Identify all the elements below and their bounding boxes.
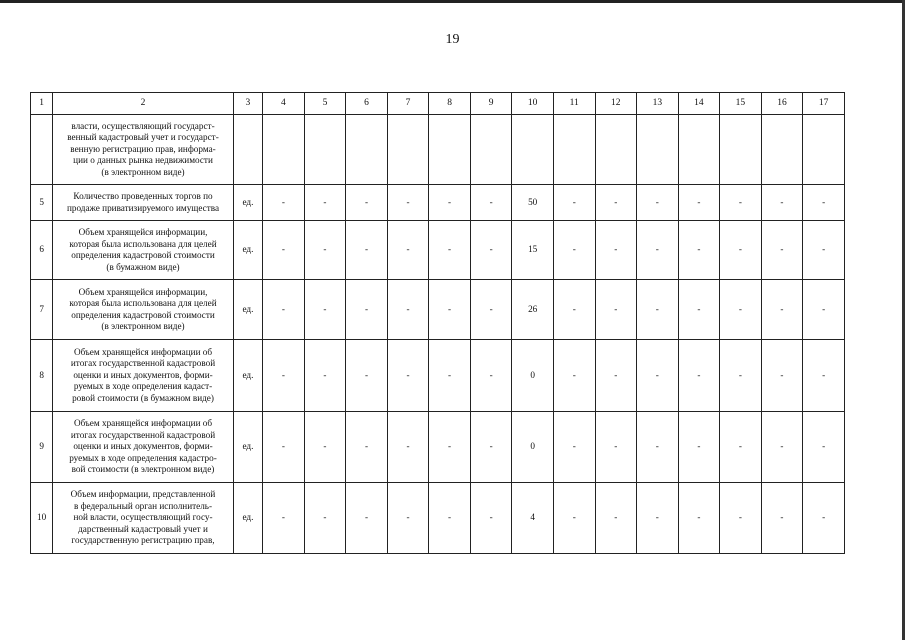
value-cell-col-10: 15 bbox=[512, 221, 554, 280]
value-cell-col-10 bbox=[512, 115, 554, 185]
value-cell-col-16: - bbox=[761, 340, 803, 412]
value-cell-col-16: - bbox=[761, 412, 803, 483]
description-line: определения кадастровой стоимости bbox=[71, 309, 215, 320]
value-cell-col-16: - bbox=[761, 185, 803, 221]
value-cell-col-12: - bbox=[595, 412, 637, 483]
header-cell-5: 5 bbox=[304, 93, 346, 115]
value-cell-col-8: - bbox=[429, 412, 471, 483]
unit-cell: ед. bbox=[233, 185, 262, 221]
value-cell-col-14: - bbox=[678, 221, 720, 280]
value-cell-col-5: - bbox=[304, 340, 346, 412]
value-cell-col-7: - bbox=[387, 483, 429, 554]
value-cell-col-11: - bbox=[553, 412, 595, 483]
value-cell-col-6: - bbox=[346, 280, 388, 340]
value-cell-col-8: - bbox=[429, 185, 471, 221]
description-line: Количество проведенных торгов по bbox=[73, 191, 213, 201]
value-cell-col-16: - bbox=[761, 280, 803, 340]
value-cell-col-6: - bbox=[346, 412, 388, 483]
header-cell-3: 3 bbox=[233, 93, 262, 115]
value-cell-col-7: - bbox=[387, 280, 429, 340]
table-row bbox=[31, 115, 845, 185]
indicator-description bbox=[53, 483, 233, 554]
indicator-description bbox=[53, 412, 233, 483]
row-number: 6 bbox=[31, 221, 53, 280]
row-number: 7 bbox=[31, 280, 53, 340]
description-line: оценки и иных документов, форми- bbox=[73, 369, 213, 380]
value-cell-col-12 bbox=[595, 115, 637, 185]
indicator-description bbox=[53, 185, 233, 221]
value-cell-col-11: - bbox=[553, 280, 595, 340]
description-line: определения кадастровой стоимости bbox=[71, 250, 215, 260]
value-cell-col-17: - bbox=[803, 340, 845, 412]
value-cell-col-10: 0 bbox=[512, 412, 554, 483]
value-cell-col-10: 4 bbox=[512, 483, 554, 554]
value-cell-col-15: - bbox=[720, 483, 762, 554]
value-cell-col-14: - bbox=[678, 185, 720, 221]
value-cell-col-16: - bbox=[761, 221, 803, 280]
value-cell-col-14: - bbox=[678, 412, 720, 483]
value-cell-col-10: 50 bbox=[512, 185, 554, 221]
value-cell-col-17: - bbox=[803, 185, 845, 221]
description-line: Объем хранящейся информации об bbox=[73, 418, 213, 429]
value-cell-col-9: - bbox=[470, 483, 512, 554]
unit-cell: ед. bbox=[233, 221, 262, 280]
value-cell-col-13: - bbox=[637, 412, 679, 483]
description-line: итогах государственной кадастровой bbox=[70, 429, 216, 440]
scan-edge-top bbox=[0, 0, 905, 3]
value-cell-col-12: - bbox=[595, 185, 637, 221]
value-cell-col-12: - bbox=[595, 221, 637, 280]
value-cell-col-6: - bbox=[346, 483, 388, 554]
value-cell-col-17 bbox=[803, 115, 845, 185]
value-cell-col-9: - bbox=[470, 185, 512, 221]
value-cell-col-7: - bbox=[387, 412, 429, 483]
value-cell-col-15: - bbox=[720, 412, 762, 483]
description-line: ции о данных рынка недвижимости bbox=[73, 155, 213, 166]
value-cell-col-10: 26 bbox=[512, 280, 554, 340]
table-row bbox=[31, 221, 845, 280]
value-cell-col-11: - bbox=[553, 340, 595, 412]
value-cell-col-4: - bbox=[263, 483, 305, 554]
value-cell-col-11: - bbox=[553, 185, 595, 221]
value-cell-col-4: - bbox=[263, 280, 305, 340]
value-cell-col-13 bbox=[637, 115, 679, 185]
value-cell-col-5: - bbox=[304, 483, 346, 554]
value-cell-col-15: - bbox=[720, 185, 762, 221]
description-line: руемых в ходе определения кадаст- bbox=[73, 381, 213, 392]
value-cell-col-4: - bbox=[263, 412, 305, 483]
row-number: 9 bbox=[31, 412, 53, 483]
header-cell-12: 12 bbox=[595, 93, 637, 115]
description-line: продаже приватизируемого имущества bbox=[66, 202, 220, 213]
description-line: в федеральный орган исполнитель- bbox=[73, 500, 213, 511]
description-line: итогах государственной кадастровой bbox=[70, 358, 216, 369]
row-number: 5 bbox=[31, 185, 53, 221]
value-cell-col-11 bbox=[553, 115, 595, 185]
unit-cell: ед. bbox=[233, 280, 262, 340]
value-cell-col-15: - bbox=[720, 340, 762, 412]
table-body bbox=[31, 93, 845, 554]
value-cell-col-5: - bbox=[304, 412, 346, 483]
value-cell-col-13: - bbox=[637, 185, 679, 221]
value-cell-col-14: - bbox=[678, 280, 720, 340]
value-cell-col-16: - bbox=[761, 483, 803, 554]
description-line: которая была использована для целей bbox=[69, 238, 217, 249]
value-cell-col-8: - bbox=[429, 340, 471, 412]
indicator-description bbox=[53, 115, 233, 185]
value-cell-col-7: - bbox=[387, 185, 429, 221]
indicator-table bbox=[30, 92, 845, 554]
page-number: 19 bbox=[445, 32, 460, 47]
header-cell-7: 7 bbox=[387, 93, 429, 115]
header-cell-14: 14 bbox=[678, 93, 720, 115]
value-cell-col-8: - bbox=[429, 483, 471, 554]
header-cell-15: 15 bbox=[720, 93, 762, 115]
description-line: (в электронном виде) bbox=[101, 166, 185, 177]
row-number: 10 bbox=[31, 483, 53, 554]
value-cell-col-7: - bbox=[387, 340, 429, 412]
value-cell-col-14: - bbox=[678, 483, 720, 554]
description-line: руемых в ходе определения кадастро- bbox=[69, 452, 217, 463]
table-row bbox=[31, 483, 845, 554]
value-cell-col-6: - bbox=[346, 340, 388, 412]
value-cell-col-8: - bbox=[429, 280, 471, 340]
value-cell-col-13: - bbox=[637, 221, 679, 280]
header-cell-17: 17 bbox=[803, 93, 845, 115]
description-line: венную регистрацию прав, информа- bbox=[70, 143, 216, 154]
value-cell-col-6: - bbox=[346, 185, 388, 221]
unit-cell: ед. bbox=[233, 340, 262, 412]
value-cell-col-13: - bbox=[637, 340, 679, 412]
unit-cell: ед. bbox=[233, 412, 262, 483]
description-line: Объем хранящейся информации, bbox=[78, 286, 208, 297]
value-cell-col-4: - bbox=[263, 221, 305, 280]
indicator-description bbox=[53, 340, 233, 412]
value-cell-col-15: - bbox=[720, 280, 762, 340]
value-cell-col-5: - bbox=[304, 185, 346, 221]
header-cell-9: 9 bbox=[470, 93, 512, 115]
value-cell-col-8 bbox=[429, 115, 471, 185]
header-cell-10: 10 bbox=[512, 93, 554, 115]
description-line: оценки и иных документов, форми- bbox=[73, 441, 213, 452]
value-cell-col-17: - bbox=[803, 221, 845, 280]
description-line: Объем хранящейся информации, bbox=[78, 227, 208, 237]
value-cell-col-15 bbox=[720, 115, 762, 185]
header-cell-6: 6 bbox=[346, 93, 388, 115]
indicator-description bbox=[53, 280, 233, 340]
value-cell-col-7: - bbox=[387, 221, 429, 280]
value-cell-col-15: - bbox=[720, 221, 762, 280]
value-cell-col-9 bbox=[470, 115, 512, 185]
description-line: вой стоимости (в электронном виде) bbox=[71, 464, 215, 475]
value-cell-col-6: - bbox=[346, 221, 388, 280]
value-cell-col-4 bbox=[263, 115, 305, 185]
table-row bbox=[31, 340, 845, 412]
value-cell-col-9: - bbox=[470, 280, 512, 340]
value-cell-col-12: - bbox=[595, 483, 637, 554]
value-cell-col-17: - bbox=[803, 280, 845, 340]
value-cell-col-11: - bbox=[553, 483, 595, 554]
description-line: ной власти, осуществляющий госу- bbox=[73, 512, 213, 523]
description-line: ровой стоимости (в бумажном виде) bbox=[72, 392, 214, 403]
value-cell-col-6 bbox=[346, 115, 388, 185]
unit-cell: ед. bbox=[233, 483, 262, 554]
row-number: 8 bbox=[31, 340, 53, 412]
value-cell-col-13: - bbox=[637, 280, 679, 340]
header-cell-11: 11 bbox=[553, 93, 595, 115]
header-cell-8: 8 bbox=[429, 93, 471, 115]
value-cell-col-7 bbox=[387, 115, 429, 185]
table-row bbox=[31, 280, 845, 340]
header-cell-13: 13 bbox=[637, 93, 679, 115]
value-cell-col-17: - bbox=[803, 483, 845, 554]
value-cell-col-5: - bbox=[304, 221, 346, 280]
value-cell-col-9: - bbox=[470, 221, 512, 280]
value-cell-col-14 bbox=[678, 115, 720, 185]
indicator-description bbox=[53, 221, 233, 280]
value-cell-col-8: - bbox=[429, 221, 471, 280]
value-cell-col-17: - bbox=[803, 412, 845, 483]
table-row bbox=[31, 412, 845, 483]
description-line: государственную регистрацию прав, bbox=[71, 535, 215, 546]
header-cell-4: 4 bbox=[263, 93, 305, 115]
value-cell-col-4: - bbox=[263, 340, 305, 412]
value-cell-col-14: - bbox=[678, 340, 720, 412]
header-cell-1: 1 bbox=[31, 93, 53, 115]
value-cell-col-13: - bbox=[637, 483, 679, 554]
description-line: Объем информации, представленной bbox=[70, 489, 216, 500]
description-line: власти, осуществляющий государст- bbox=[71, 120, 215, 131]
value-cell-col-12: - bbox=[595, 280, 637, 340]
table-row bbox=[31, 185, 845, 221]
description-line: которая была использована для целей bbox=[69, 298, 217, 308]
description-line: дарственный кадастровый учет и bbox=[78, 523, 208, 534]
value-cell-col-5 bbox=[304, 115, 346, 185]
value-cell-col-9: - bbox=[470, 340, 512, 412]
header-cell-16: 16 bbox=[761, 93, 803, 115]
value-cell-col-4: - bbox=[263, 185, 305, 221]
unit-cell bbox=[233, 115, 262, 185]
value-cell-col-11: - bbox=[553, 221, 595, 280]
value-cell-col-5: - bbox=[304, 280, 346, 340]
value-cell-col-16 bbox=[761, 115, 803, 185]
description-line: (в бумажном виде) bbox=[106, 261, 180, 272]
row-number bbox=[31, 115, 53, 185]
value-cell-col-9: - bbox=[470, 412, 512, 483]
value-cell-col-12: - bbox=[595, 340, 637, 412]
value-cell-col-10: 0 bbox=[512, 340, 554, 412]
description-line: Объем хранящейся информации об bbox=[73, 346, 213, 357]
table-header-row bbox=[31, 93, 845, 115]
description-line: (в электронном виде) bbox=[101, 321, 185, 331]
description-line: венный кадастровый учет и государст- bbox=[67, 132, 219, 143]
header-cell-2: 2 bbox=[53, 93, 233, 115]
